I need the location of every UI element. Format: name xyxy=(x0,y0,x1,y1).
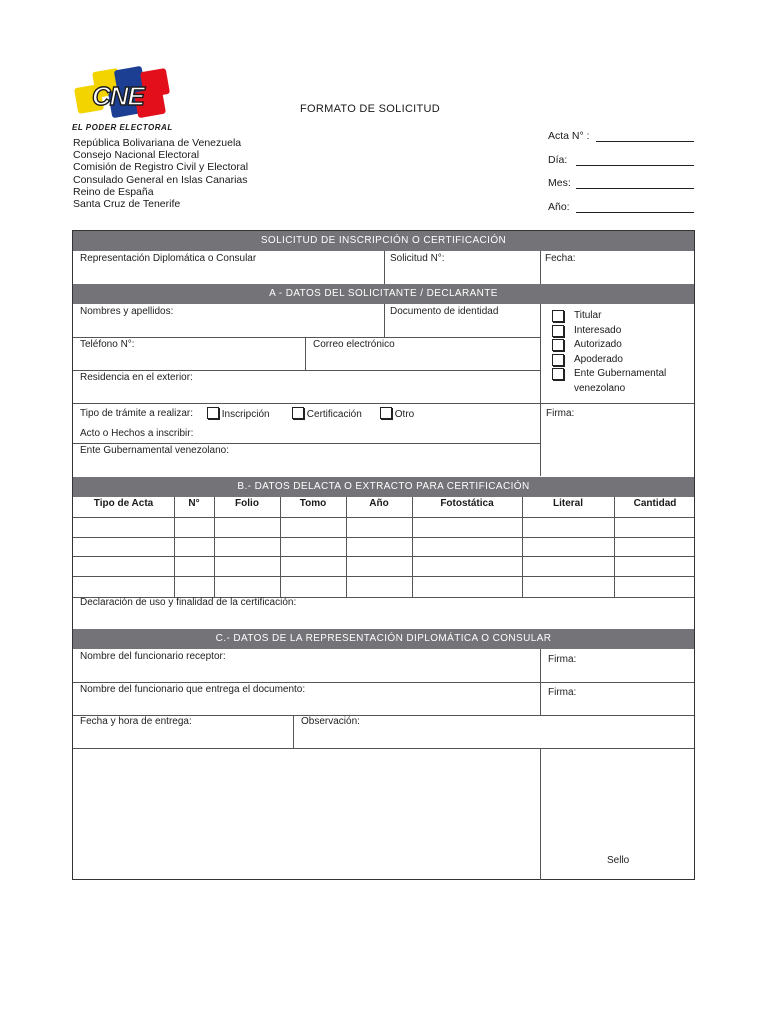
col-header: N° xyxy=(188,498,200,509)
meta-fields xyxy=(548,130,698,224)
anio-label: Año: xyxy=(548,200,570,213)
divider xyxy=(540,251,541,284)
org-block xyxy=(73,137,248,210)
divider xyxy=(540,748,541,880)
telefono-field[interactable]: Teléfono N°: xyxy=(80,339,135,350)
sello-label: Sello xyxy=(607,855,630,866)
divider xyxy=(73,682,694,683)
anio-line xyxy=(576,212,694,213)
tipo-otro[interactable] xyxy=(380,407,414,420)
solicitud-field[interactable]: Solicitud N°: xyxy=(390,253,445,264)
table-row-line xyxy=(73,576,694,577)
option-label: Titular xyxy=(574,310,602,321)
col-header: Cantidad xyxy=(633,498,677,509)
checkbox[interactable] xyxy=(552,325,564,337)
option-interesado[interactable] xyxy=(552,324,682,339)
table-row-line xyxy=(73,517,694,518)
nombres-field[interactable]: Nombres y apellidos: xyxy=(80,306,174,317)
table-row-line xyxy=(73,556,694,557)
role-options xyxy=(552,309,682,397)
option-label: Interesado xyxy=(574,324,622,336)
acto-field[interactable]: Acto o Hechos a inscribir: xyxy=(80,428,194,439)
dia-line xyxy=(576,165,694,166)
correo-field[interactable]: Correo electrónico xyxy=(313,339,395,350)
divider xyxy=(384,251,385,284)
divider xyxy=(412,497,413,597)
divider xyxy=(346,497,347,597)
divider xyxy=(174,497,175,597)
checkbox[interactable] xyxy=(552,310,564,322)
col-header: Tipo de Acta xyxy=(93,498,154,509)
acta-label: Acta N° : xyxy=(548,130,590,142)
ente-field[interactable]: Ente Gubernamental venezolano: xyxy=(80,445,229,456)
mes-field[interactable] xyxy=(548,177,698,201)
dia-field[interactable] xyxy=(548,154,698,178)
option-titular[interactable] xyxy=(552,309,682,324)
residencia-field[interactable]: Residencia en el exterior: xyxy=(80,372,193,383)
option-label: Autorizado xyxy=(574,339,622,351)
divider xyxy=(614,497,615,597)
checkbox[interactable] xyxy=(380,407,392,419)
representacion-field[interactable]: Representación Diplomática o Consular xyxy=(80,253,257,264)
option-label: Apoderado xyxy=(574,353,623,365)
org-line: Comisión de Registro Civil y Electoral xyxy=(73,161,249,174)
divider xyxy=(73,403,694,404)
anio-field[interactable] xyxy=(548,201,698,225)
col-header: Folio xyxy=(235,498,259,509)
checkbox[interactable] xyxy=(552,339,564,351)
tipo-certificacion[interactable] xyxy=(292,407,362,420)
fecha-field[interactable]: Fecha: xyxy=(545,253,576,264)
divider xyxy=(73,337,540,338)
divider xyxy=(73,443,540,444)
divider xyxy=(73,370,540,371)
observacion-field[interactable]: Observación: xyxy=(301,716,360,727)
section-a-header: A - DATOS DEL SOLICITANTE / DECLARANTE xyxy=(73,284,694,304)
divider xyxy=(384,304,385,337)
documento-field[interactable]: Documento de identidad xyxy=(390,306,499,317)
receptor-field[interactable]: Nombre del funcionario receptor: xyxy=(80,651,226,662)
logo-text: CNE xyxy=(92,81,144,111)
col-header: Tomo xyxy=(299,498,327,509)
section-solicitud-header: SOLICITUD DE INSCRIPCIÓN O CERTIFICACIÓN xyxy=(73,231,694,251)
checkbox[interactable] xyxy=(552,368,564,380)
option-label: Ente Gubernamental venezolano xyxy=(574,368,667,394)
mes-line xyxy=(576,188,694,189)
option-autorizado[interactable] xyxy=(552,338,682,353)
option-label: Inscripción xyxy=(221,409,270,420)
dia-label: Día: xyxy=(548,153,568,166)
declaracion-field[interactable]: Declaración de uso y finalidad de la certificación: xyxy=(80,597,297,608)
divider xyxy=(73,748,694,749)
option-apoderado[interactable] xyxy=(552,353,682,368)
checkbox[interactable] xyxy=(552,354,564,366)
divider xyxy=(305,337,306,370)
checkbox[interactable] xyxy=(292,407,304,419)
request-form xyxy=(72,230,695,880)
firma-entrega-field[interactable]: Firma: xyxy=(548,687,577,698)
divider xyxy=(280,497,281,597)
divider xyxy=(214,497,215,597)
section-c-header: C.- DATOS DE LA REPRESENTACIÓN DIPLOMÁTICA O CONSULAR xyxy=(73,629,694,649)
divider xyxy=(540,304,541,476)
col-header: Literal xyxy=(552,498,583,509)
org-line: República Bolivariana de Venezuela xyxy=(73,137,242,149)
acta-line xyxy=(596,141,694,142)
fecha-hora-field[interactable]: Fecha y hora de entrega: xyxy=(80,716,192,727)
org-line: Consejo Nacional Electoral xyxy=(73,149,200,162)
col-header: Fotostática xyxy=(440,498,494,509)
entrega-field[interactable]: Nombre del funcionario que entrega el documento: xyxy=(80,684,306,695)
divider xyxy=(293,715,294,748)
table-row-line xyxy=(73,537,694,538)
logo-caption: EL PODER ELECTORAL xyxy=(72,123,173,132)
mes-label: Mes: xyxy=(548,177,571,189)
org-line: Consulado General en Islas Canarias xyxy=(73,173,248,186)
checkbox[interactable] xyxy=(207,407,219,419)
tipo-tramite-label: Tipo de trámite a realizar: xyxy=(80,408,194,419)
option-ente[interactable] xyxy=(552,367,682,396)
section-b-header: B.- DATOS DELACTA O EXTRACTO PARA CERTIFICACIÓN xyxy=(73,477,694,497)
form-title: FORMATO DE SOLICITUD xyxy=(300,103,441,115)
acta-field[interactable] xyxy=(548,130,698,154)
col-header: Año xyxy=(369,498,389,509)
option-label: Certificación xyxy=(306,409,362,420)
firma-a-field[interactable]: Firma: xyxy=(546,408,575,419)
tipo-inscripcion[interactable] xyxy=(207,407,270,420)
divider xyxy=(522,497,523,597)
option-label: Otro xyxy=(394,409,415,420)
firma-receptor-field[interactable]: Firma: xyxy=(548,654,577,665)
org-line: Reino de España xyxy=(73,185,154,198)
org-line: Santa Cruz de Tenerife xyxy=(73,198,181,211)
